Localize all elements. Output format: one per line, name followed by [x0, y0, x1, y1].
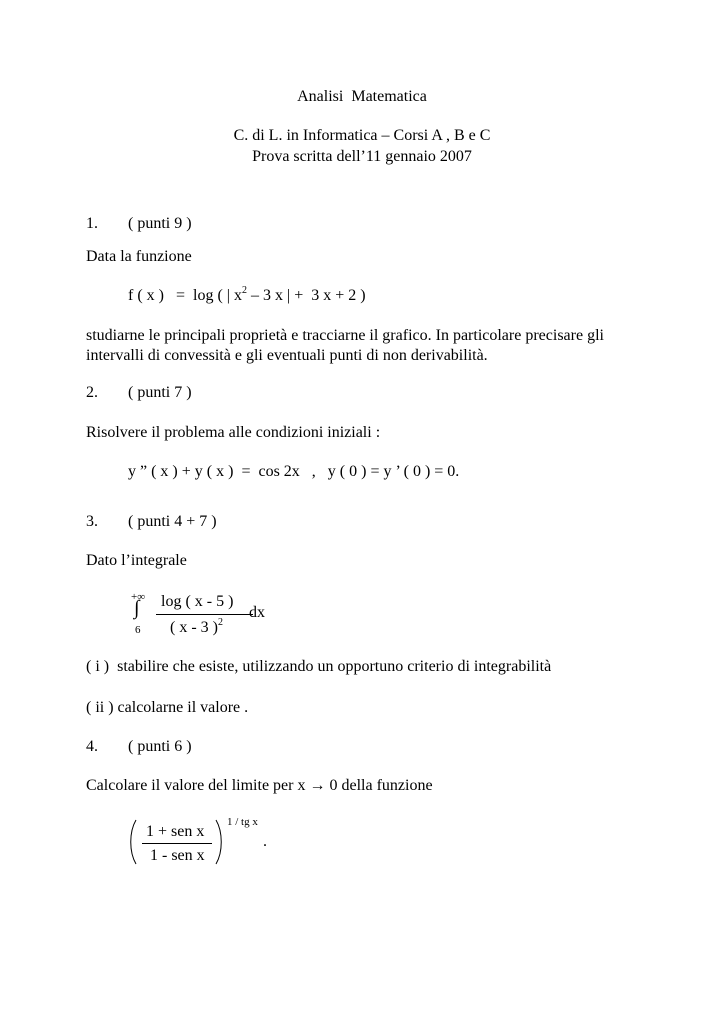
- problem-1-text-line: intervalli di convessità e gli eventuali punti di non derivabilità.: [86, 347, 488, 364]
- formula-part: f ( x ) = log ( | x: [128, 287, 242, 304]
- problem-2-intro: Risolvere il problema alle condizioni iniziali :: [86, 424, 381, 441]
- limit-denominator: 1 - sen x: [150, 847, 205, 864]
- integral-lower-limit: 6: [135, 624, 141, 636]
- problem-3-number: 3.: [86, 513, 98, 530]
- problem-1-intro: Data la funzione: [86, 248, 192, 265]
- problem-2-points: ( punti 7 ): [128, 384, 192, 401]
- exam-date-line: Prova scritta dell’11 gennaio 2007: [252, 148, 472, 165]
- formula-part: – 3 x | + 3 x + 2 ): [246, 287, 366, 304]
- limit-end-period: .: [263, 833, 267, 850]
- doc-title: Analisi Matematica: [297, 88, 427, 105]
- fraction-bar: [156, 614, 253, 615]
- problem-1-number: 1.: [86, 215, 98, 232]
- problem-4-points: ( punti 6 ): [128, 738, 192, 755]
- integral-sign: ∫: [134, 597, 140, 619]
- problem-2-number: 2.: [86, 384, 98, 401]
- limit-exponent: 1 / tg x: [227, 816, 258, 828]
- limit-numerator: 1 + sen x: [146, 823, 205, 840]
- left-paren: [126, 818, 138, 866]
- problem-3-part-ii: ( ii ) calcolarne il valore .: [86, 699, 249, 716]
- denominator-exponent: 2: [217, 617, 223, 628]
- problem-4-intro: Calcolare il valore del limite per x → 0 della funzione: [86, 777, 433, 794]
- problem-1-text-line: studiarne le principali proprietà e tracciarne il grafico. In particolare precisare gli: [86, 327, 604, 344]
- right-paren: [214, 818, 226, 866]
- problem-1-points: ( punti 9 ): [128, 215, 192, 232]
- problem-4-number: 4.: [86, 738, 98, 755]
- fraction-bar: [142, 843, 212, 844]
- problem-2-formula: y ” ( x ) + y ( x ) = cos 2x , y ( 0 ) = y ’ ( 0 ) = 0.: [128, 463, 460, 480]
- integral-upper-limit: +∞: [131, 591, 146, 603]
- problem-3-points: ( punti 4 + 7 ): [128, 513, 217, 530]
- denominator-text: ( x - 3 ): [170, 619, 218, 636]
- integral-numerator: log ( x - 5 ): [161, 593, 234, 610]
- problem-3-part-i: ( i ) stabilire che esiste, utilizzando un opportuno criterio di integrabilità: [86, 658, 552, 675]
- integral-dx: dx: [249, 604, 265, 621]
- formula-exponent: 2: [241, 285, 247, 296]
- integral-denominator: [170, 617, 223, 636]
- problem-3-intro: Dato l’integrale: [86, 552, 187, 569]
- course-line: C. di L. in Informatica – Corsi A , B e C: [233, 127, 491, 144]
- problem-1-formula: [128, 285, 366, 304]
